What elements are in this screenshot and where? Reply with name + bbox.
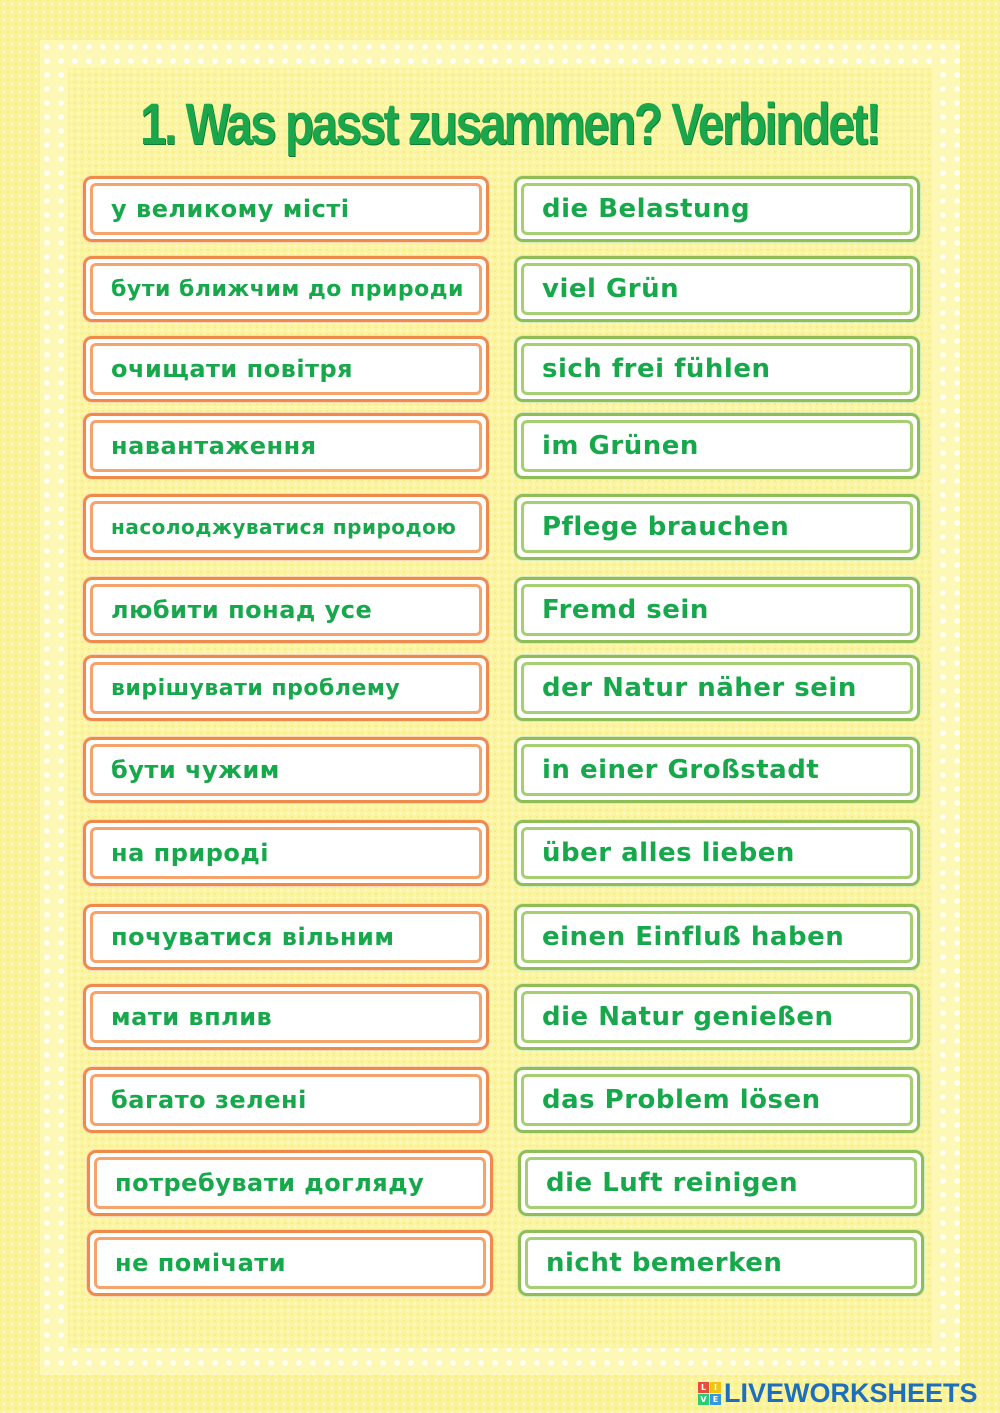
german-phrase-card[interactable]	[514, 256, 920, 322]
card-inner-border	[525, 1157, 917, 1209]
card-inner-border	[90, 991, 482, 1043]
card-inner-border	[521, 183, 913, 235]
ukrainian-phrase-card[interactable]	[83, 984, 489, 1050]
ukrainian-phrase-label: бути чужим	[111, 756, 280, 784]
ukrainian-phrase-label: любити понад усе	[111, 596, 373, 624]
card-inner-border	[90, 662, 482, 714]
german-phrase-card[interactable]	[514, 413, 920, 479]
ukrainian-phrase-card[interactable]	[83, 577, 489, 643]
ukrainian-phrase-card[interactable]	[83, 737, 489, 803]
ukrainian-phrase-label: у великому місті	[111, 195, 350, 223]
ukrainian-phrase-card[interactable]	[83, 1067, 489, 1133]
card-inner-border	[90, 501, 482, 553]
german-phrase-card[interactable]	[514, 820, 920, 886]
card-inner-border	[90, 827, 482, 879]
ukrainian-phrase-label: бути ближчим до природи	[111, 276, 464, 302]
german-phrase-card[interactable]	[514, 1067, 920, 1133]
german-phrase-label: in einer Großstadt	[542, 755, 820, 785]
german-phrase-label: die Natur genießen	[542, 1002, 834, 1032]
ukrainian-phrase-card[interactable]	[83, 655, 489, 721]
german-phrase-card[interactable]	[514, 737, 920, 803]
logo-blocks-icon: L I V E	[698, 1382, 721, 1405]
german-phrase-label: Fremd sein	[542, 595, 709, 625]
ukrainian-phrase-card[interactable]	[87, 1230, 493, 1296]
card-inner-border	[521, 1074, 913, 1126]
german-phrase-label: das Problem lösen	[542, 1085, 821, 1115]
card-inner-border	[90, 343, 482, 395]
card-inner-border	[90, 420, 482, 472]
german-phrase-label: nicht bemerken	[546, 1248, 783, 1278]
german-phrase-label: über alles lieben	[542, 838, 795, 868]
card-inner-border	[521, 662, 913, 714]
german-phrase-card[interactable]	[518, 1230, 924, 1296]
card-inner-border	[90, 1074, 482, 1126]
card-inner-border	[94, 1157, 486, 1209]
card-inner-border	[521, 744, 913, 796]
ukrainian-phrase-label: на природі	[111, 839, 269, 867]
ukrainian-phrase-card[interactable]	[83, 176, 489, 242]
german-phrase-label: viel Grün	[542, 274, 680, 304]
card-inner-border	[521, 343, 913, 395]
german-phrase-card[interactable]	[514, 904, 920, 970]
card-inner-border	[90, 584, 482, 636]
card-inner-border	[94, 1237, 486, 1289]
german-phrase-card[interactable]	[514, 655, 920, 721]
german-phrase-label: sich frei fühlen	[542, 354, 771, 384]
card-inner-border	[521, 827, 913, 879]
card-inner-border	[521, 584, 913, 636]
card-inner-border	[90, 183, 482, 235]
card-inner-border	[521, 501, 913, 553]
ukrainian-phrase-label: вирішувати проблему	[111, 675, 401, 701]
ukrainian-phrase-card[interactable]	[87, 1150, 493, 1216]
card-inner-border	[90, 744, 482, 796]
ukrainian-phrase-card[interactable]	[83, 256, 489, 322]
ukrainian-phrase-label: насолоджуватися природою	[111, 515, 457, 539]
ukrainian-phrase-card[interactable]	[83, 904, 489, 970]
worksheet-title: 1. Was passt zusammen? Verbindet!	[140, 92, 880, 157]
ukrainian-phrase-label: не помічати	[115, 1249, 287, 1277]
card-inner-border	[521, 420, 913, 472]
german-phrase-label: die Luft reinigen	[546, 1168, 799, 1198]
ukrainian-phrase-label: мати вплив	[111, 1003, 273, 1031]
card-inner-border	[521, 263, 913, 315]
german-phrase-label: der Natur näher sein	[542, 673, 857, 703]
german-phrase-label: einen Einfluß haben	[542, 922, 845, 952]
ukrainian-phrase-label: очищати повітря	[111, 355, 354, 383]
ukrainian-phrase-label: почуватися вільним	[111, 923, 395, 951]
german-phrase-label: im Grünen	[542, 431, 699, 461]
german-phrase-card[interactable]	[514, 577, 920, 643]
card-inner-border	[90, 263, 482, 315]
ukrainian-phrase-card[interactable]	[83, 413, 489, 479]
german-phrase-card[interactable]	[514, 176, 920, 242]
card-inner-border	[521, 911, 913, 963]
german-phrase-card[interactable]	[518, 1150, 924, 1216]
ukrainian-phrase-card[interactable]	[83, 494, 489, 560]
german-phrase-label: Pflege brauchen	[542, 512, 790, 542]
ukrainian-phrase-label: багато зелені	[111, 1086, 307, 1114]
ukrainian-phrase-label: потребувати догляду	[115, 1169, 425, 1197]
card-inner-border	[525, 1237, 917, 1289]
ukrainian-phrase-card[interactable]	[83, 336, 489, 402]
german-phrase-card[interactable]	[514, 336, 920, 402]
liveworksheets-logo	[698, 1376, 978, 1410]
card-inner-border	[90, 911, 482, 963]
ukrainian-phrase-card[interactable]	[83, 820, 489, 886]
german-phrase-card[interactable]	[514, 984, 920, 1050]
german-phrase-card[interactable]	[514, 494, 920, 560]
logo-text: LIVEWORKSHEETS	[724, 1377, 978, 1408]
ukrainian-phrase-label: навантаження	[111, 432, 317, 460]
card-inner-border	[521, 991, 913, 1043]
german-phrase-label: die Belastung	[542, 194, 751, 224]
